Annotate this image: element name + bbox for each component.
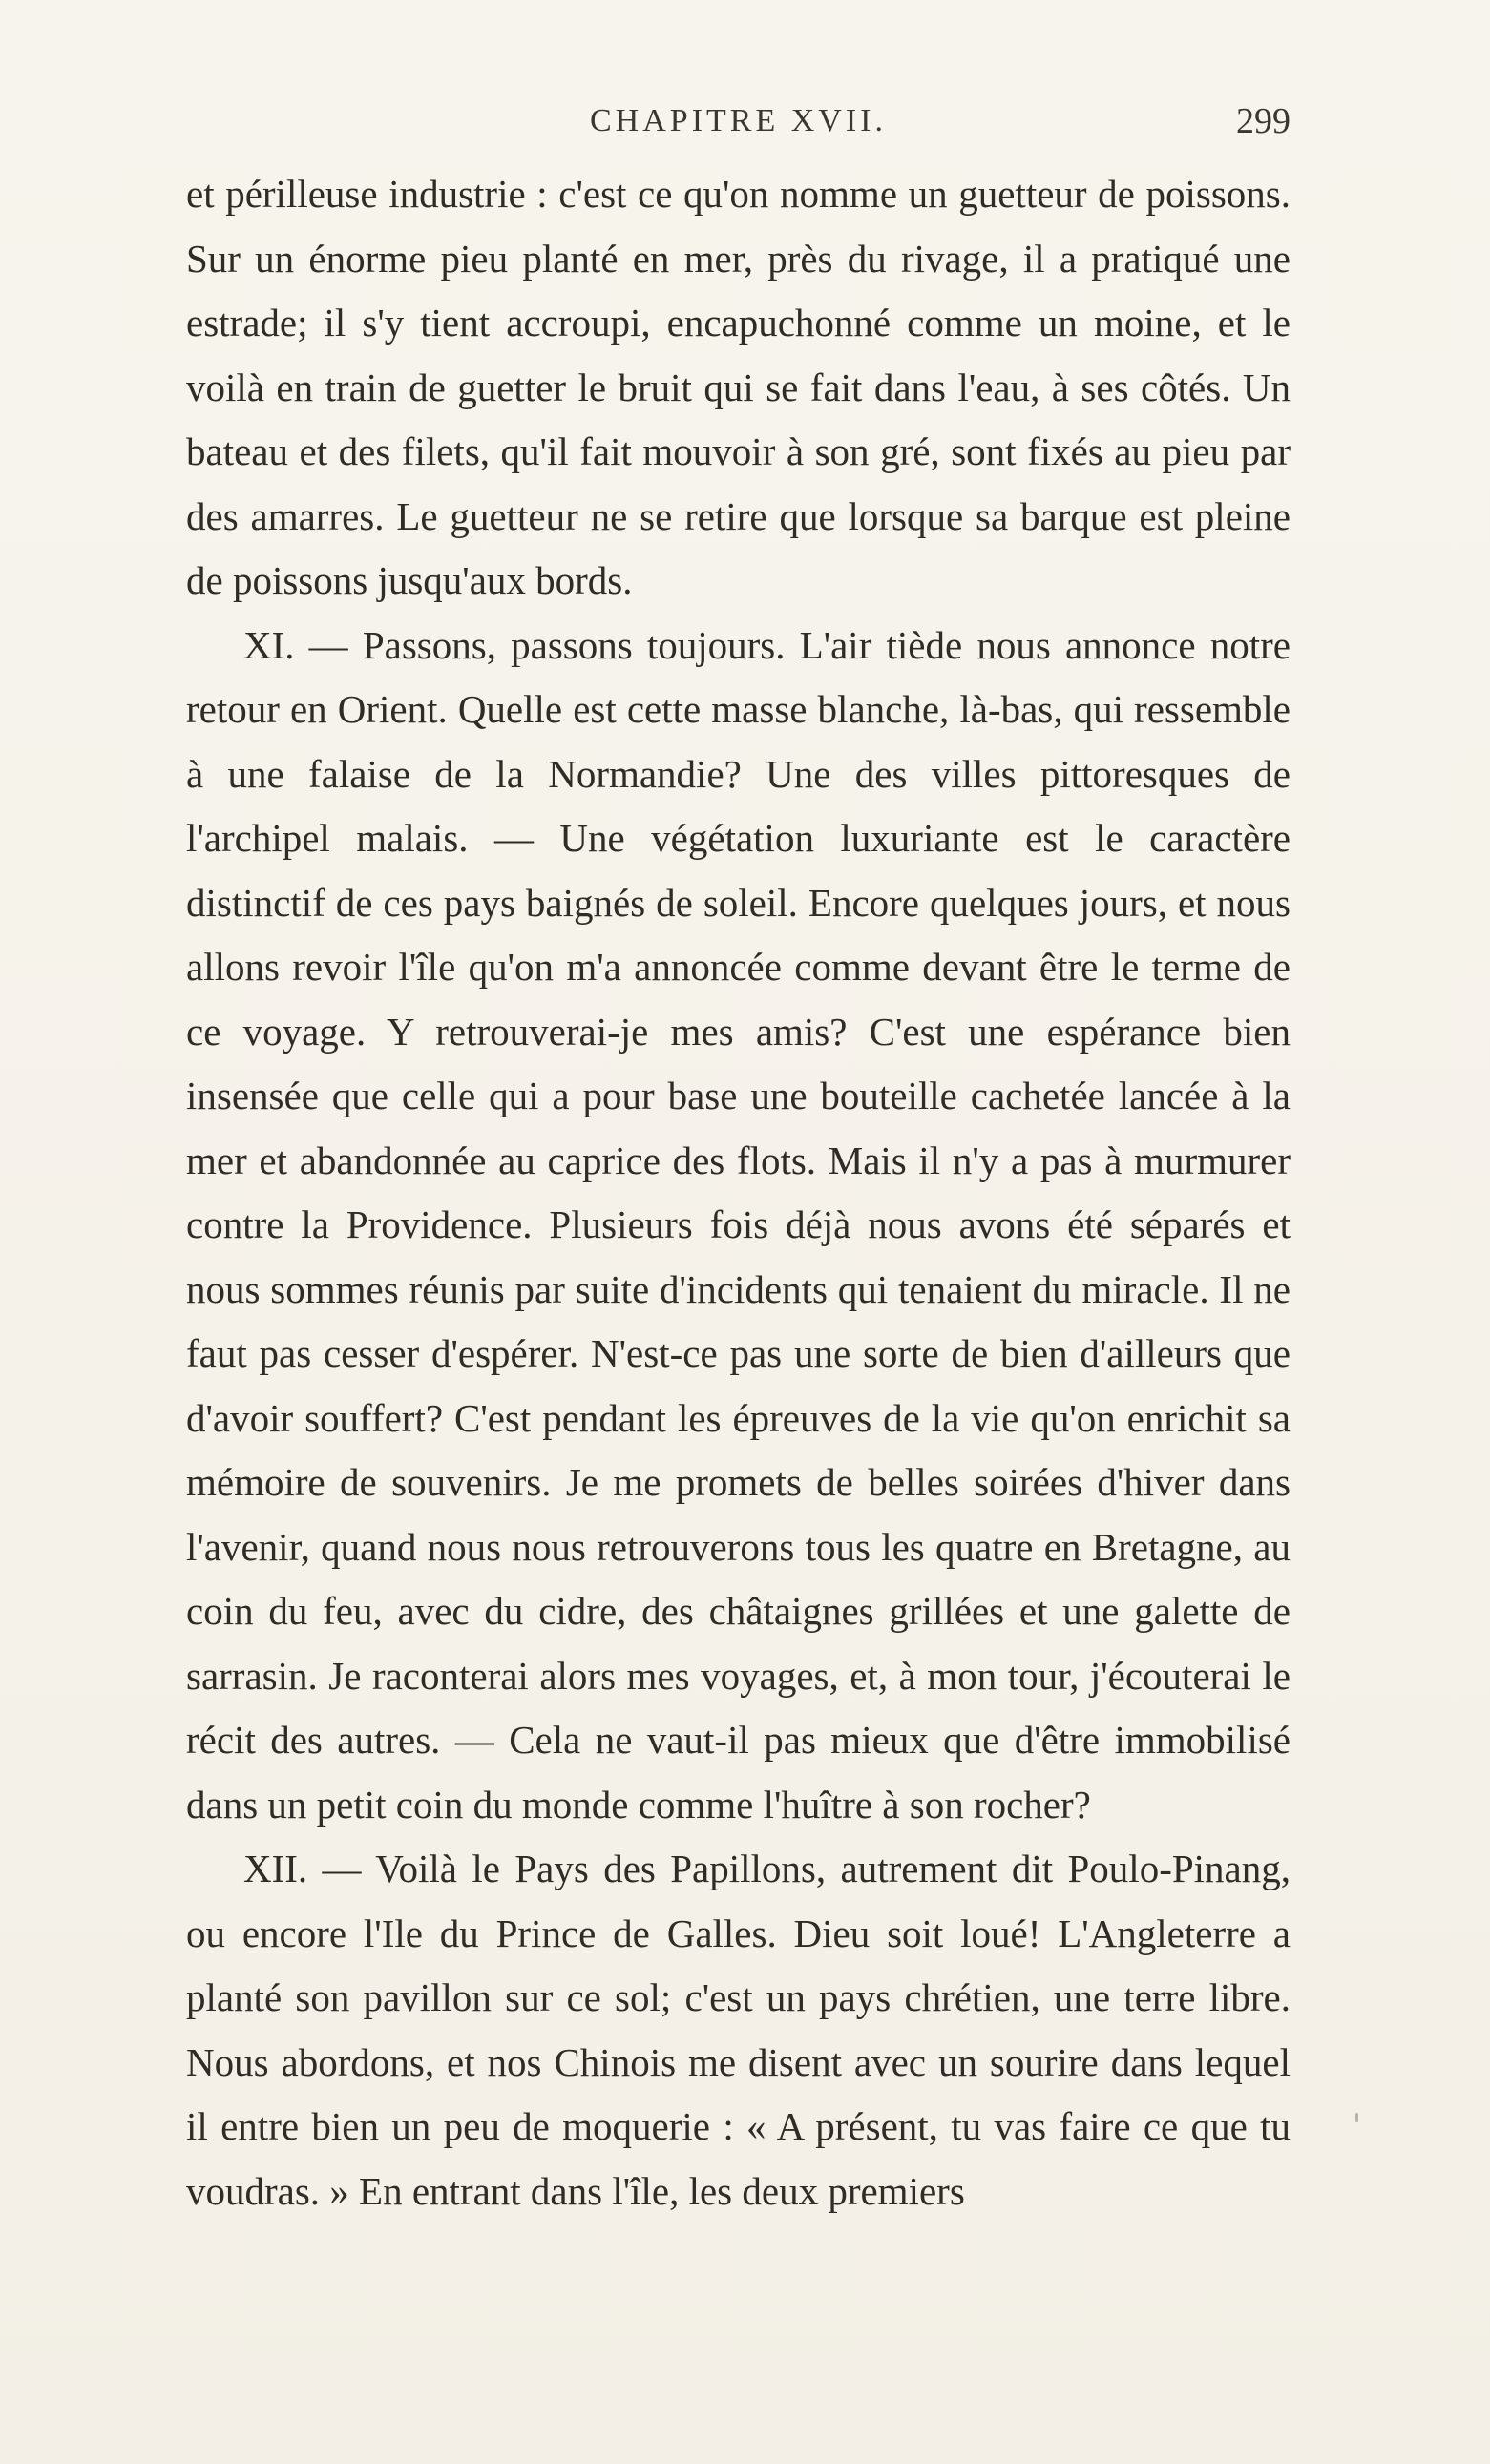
running-head: CHAPITRE XVII. bbox=[590, 103, 887, 138]
margin-mark bbox=[1355, 2113, 1358, 2122]
page-body bbox=[186, 162, 1291, 2224]
page-header bbox=[186, 97, 1291, 145]
page-number: 299 bbox=[1236, 101, 1291, 141]
paragraph-2: XI. — Passons, passons toujours. L'air tiède nous annonce notre retour en Orient. Quelle est cette masse blanche, là-bas, qui ressemble à une falaise de la Normandie? Une des villes pittoresques de l'archipel malais. — Une végétation luxuriante est le caractère distinctif de ces pays baignés de soleil. Encore quelques jours, et nous allons revoir l'île qu'on m'a annoncée comme devant être le terme de ce voyage. Y retrouverai-je mes amis? C'est une espérance bien insensée que celle qui a pour base une bouteille cachetée lancée à la mer et abandonnée au caprice des flots. Mais il n'y a pas à murmurer contre la Providence. Plusieurs fois déjà nous avons été séparés et nous sommes réunis par suite d'incidents qui tenaient du miracle. Il ne faut pas cesser d'espérer. N'est-ce pas une sorte de bien d'ailleurs que d'avoir souffert? C'est pendant les épreuves de la vie qu'on enrichit sa mémoire de souvenirs. Je me promets de belles soirées d'hiver dans l'avenir, quand nous nous retrouverons tous les quatre en Bretagne, au coin du feu, avec du cidre, des châtaignes grillées et une galette de sarrasin. Je raconterai alors mes voyages, et, à mon tour, j'écouterai le récit des autres. — Cela ne vaut-il pas mieux que d'être immobilisé dans un petit coin du monde comme l'huître à son rocher? bbox=[186, 622, 1291, 1827]
paragraph-1: et périlleuse industrie : c'est ce qu'on nomme un guetteur de poissons. Sur un énorme pieu planté en mer, près du rivage, il a pratiqué une estrade; il s'y tient accroupi, encapuchonné comme un moine, et le voilà en train de guetter le bruit qui se fait dans l'eau, à ses côtés. Un bateau et des filets, qu'il fait mouvoir à son gré, sont fixés au pieu par des amarres. Le guetteur ne se retire que lorsque sa barque est pleine de poissons jusqu'aux bords. bbox=[186, 172, 1291, 602]
paragraph-3: XII. — Voilà le Pays des Papillons, autrement dit Poulo-Pinang, ou encore l'Ile du Prince de Galles. Dieu soit loué! L'Angleterre a planté son pavillon sur ce sol; c'est un pays chrétien, une terre libre. Nous abordons, et nos Chinois me disent avec un sourire dans lequel il entre bien un peu de moquerie : « A présent, tu vas faire ce que tu voudras. » En entrant dans l'île, les deux premiers bbox=[186, 1847, 1291, 2213]
